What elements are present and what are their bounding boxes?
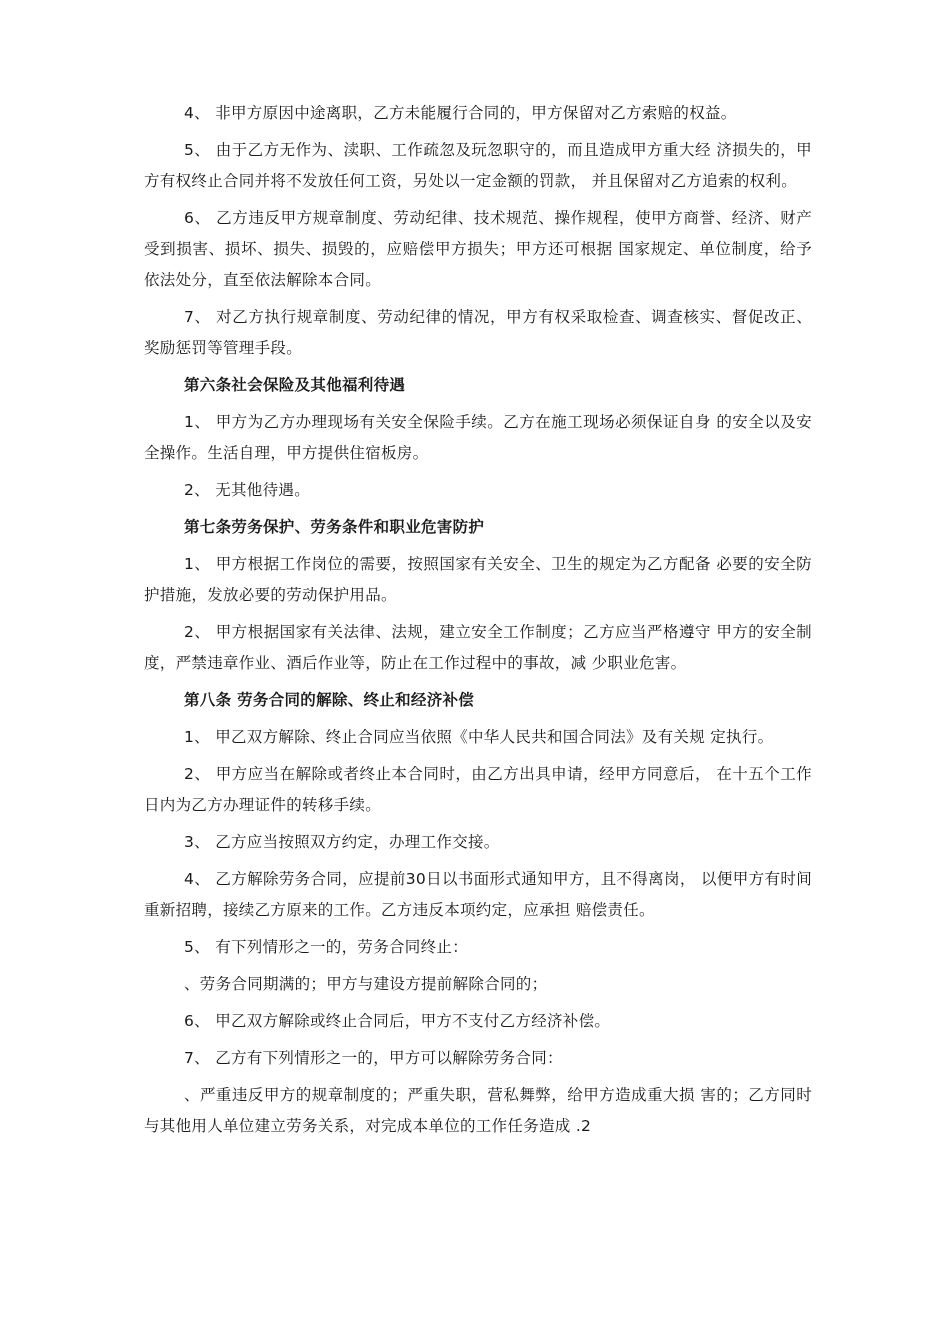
clause-paragraph: 7、 乙方有下列情形之一的，甲方可以解除劳务合同：	[184, 1049, 563, 1067]
section-heading: 第六条社会保险及其他福利待遇	[184, 376, 406, 394]
section-heading: 第八条 劳务合同的解除、终止和经济补偿	[184, 691, 475, 709]
clause-paragraph: 6、 乙方违反甲方规章制度、劳动纪律、技术规范、操作规程，使甲方商誉、经济、财产受到损害、损坏、损失、损毁的，应赔偿甲方损失；甲方还可根据 国家规定、单位制度，给予依法处分，直至依法解除本合同。	[144, 209, 812, 289]
clause-paragraph: 1、 甲方根据工作岗位的需要，按照国家有关安全、卫生的规定为乙方配备 必要的安全防护措施，发放必要的劳动保护用品。	[144, 555, 812, 604]
clause-paragraph: 6、 甲乙双方解除或终止合同后，甲方不支付乙方经济补偿。	[184, 1012, 611, 1030]
clause-paragraph: 2、 甲方根据国家有关法律、法规，建立安全工作制度；乙方应当严格遵守 甲方的安全制度，严禁违章作业、酒后作业等，防止在工作过程中的事故，减 少职业危害。	[144, 623, 812, 672]
clause-paragraph: 、严重违反甲方的规章制度的；严重失职，营私舞弊，给甲方造成重大损 害的；乙方同时与其他用人单位建立劳务关系，对完成本单位的工作任务造成 .2	[144, 1086, 812, 1135]
clause-paragraph: 5、 有下列情形之一的，劳务合同终止：	[184, 938, 468, 956]
section-heading: 第七条劳务保护、劳务条件和职业危害防护	[184, 518, 485, 536]
clause-paragraph: 、劳务合同期满的；甲方与建设方提前解除合同的；	[184, 975, 548, 993]
clause-paragraph: 1、 甲乙双方解除、终止合同应当依照《中华人民共和国合同法》及有关规 定执行。	[184, 728, 774, 746]
clause-paragraph: 2、 无其他待遇。	[184, 481, 310, 499]
clause-paragraph: 4、 非甲方原因中途离职，乙方未能履行合同的，甲方保留对乙方索赔的权益。	[184, 104, 737, 122]
clause-paragraph: 5、 由于乙方无作为、渎职、工作疏忽及玩忽职守的，而且造成甲方重大经 济损失的，甲方有权终止合同并将不发放任何工资，另处以一定金额的罚款， 并且保留对乙方追索的权利。	[144, 141, 812, 190]
clause-paragraph: 4、 乙方解除劳务合同，应提前30日以书面形式通知甲方，且不得离岗， 以便甲方有时间重新招聘，接续乙方原来的工作。乙方违反本项约定，应承担 赔偿责任。	[144, 870, 812, 919]
document-body	[144, 98, 812, 1148]
clause-paragraph: 7、 对乙方执行规章制度、劳动纪律的情况，甲方有权采取检查、调查核实、督促改正、奖励惩罚等管理手段。	[144, 308, 812, 357]
clause-paragraph: 1、 甲方为乙方办理现场有关安全保险手续。乙方在施工现场必须保证自身 的安全以及安全操作。生活自理，甲方提供住宿板房。	[144, 413, 812, 462]
clause-paragraph: 2、 甲方应当在解除或者终止本合同时，由乙方出具申请，经甲方同意后， 在十五个工作日内为乙方办理证件的转移手续。	[144, 765, 812, 814]
clause-paragraph: 3、 乙方应当按照双方约定，办理工作交接。	[184, 833, 500, 851]
